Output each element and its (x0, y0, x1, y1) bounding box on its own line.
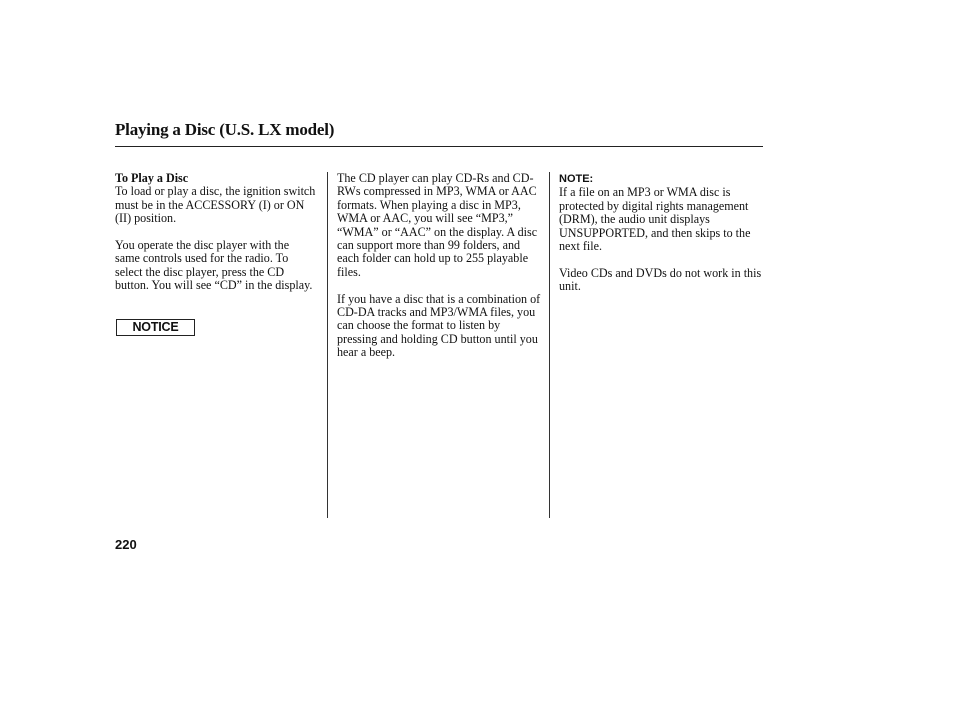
paragraph-drm-note: If a file on an MP3 or WMA disc is protected by digital rights management (DRM), the audio unit displays UNSUPPORTED, and then skips to the next file. (559, 185, 751, 254)
column-middle (337, 172, 543, 360)
section-heading: To Play a Disc (115, 171, 189, 185)
paragraph-video-cd-note: Video CDs and DVDs do not work in this unit. (559, 265, 762, 294)
column-divider-1 (327, 172, 328, 518)
title-divider (115, 146, 763, 147)
page-number: 220 (115, 537, 137, 552)
column-divider-2 (549, 172, 550, 518)
note-label: NOTE: (559, 173, 594, 185)
paragraph-load-disc: To load or play a disc, the ignition switch must be in the ACCESSORY (I) or ON (II) position. (115, 184, 316, 226)
column-right (559, 172, 763, 294)
page-title: Playing a Disc (U.S. LX model) (115, 120, 335, 139)
paragraph-supported-formats: The CD player can play CD-Rs and CD-RWs compressed in MP3, WMA or AAC formats. When playing a disc in MP3, WMA or AAC, you will see “MP3,” “WMA” or “AAC” on the display. A disc can support more than 99 folders, and each folder can hold up to 255 playable files. (337, 171, 538, 279)
notice-label-box: NOTICE (116, 319, 195, 336)
paragraph-mixed-disc: If you have a disc that is a combination of CD-DA tracks and MP3/WMA files, you can choose the format to listen by pressing and holding CD button until you hear a beep. (337, 291, 541, 360)
column-left (115, 172, 316, 293)
paragraph-operate-player: You operate the disc player with the same controls used for the radio. To select the disc player, press the CD button. You will see “CD” in the display. (115, 238, 313, 293)
